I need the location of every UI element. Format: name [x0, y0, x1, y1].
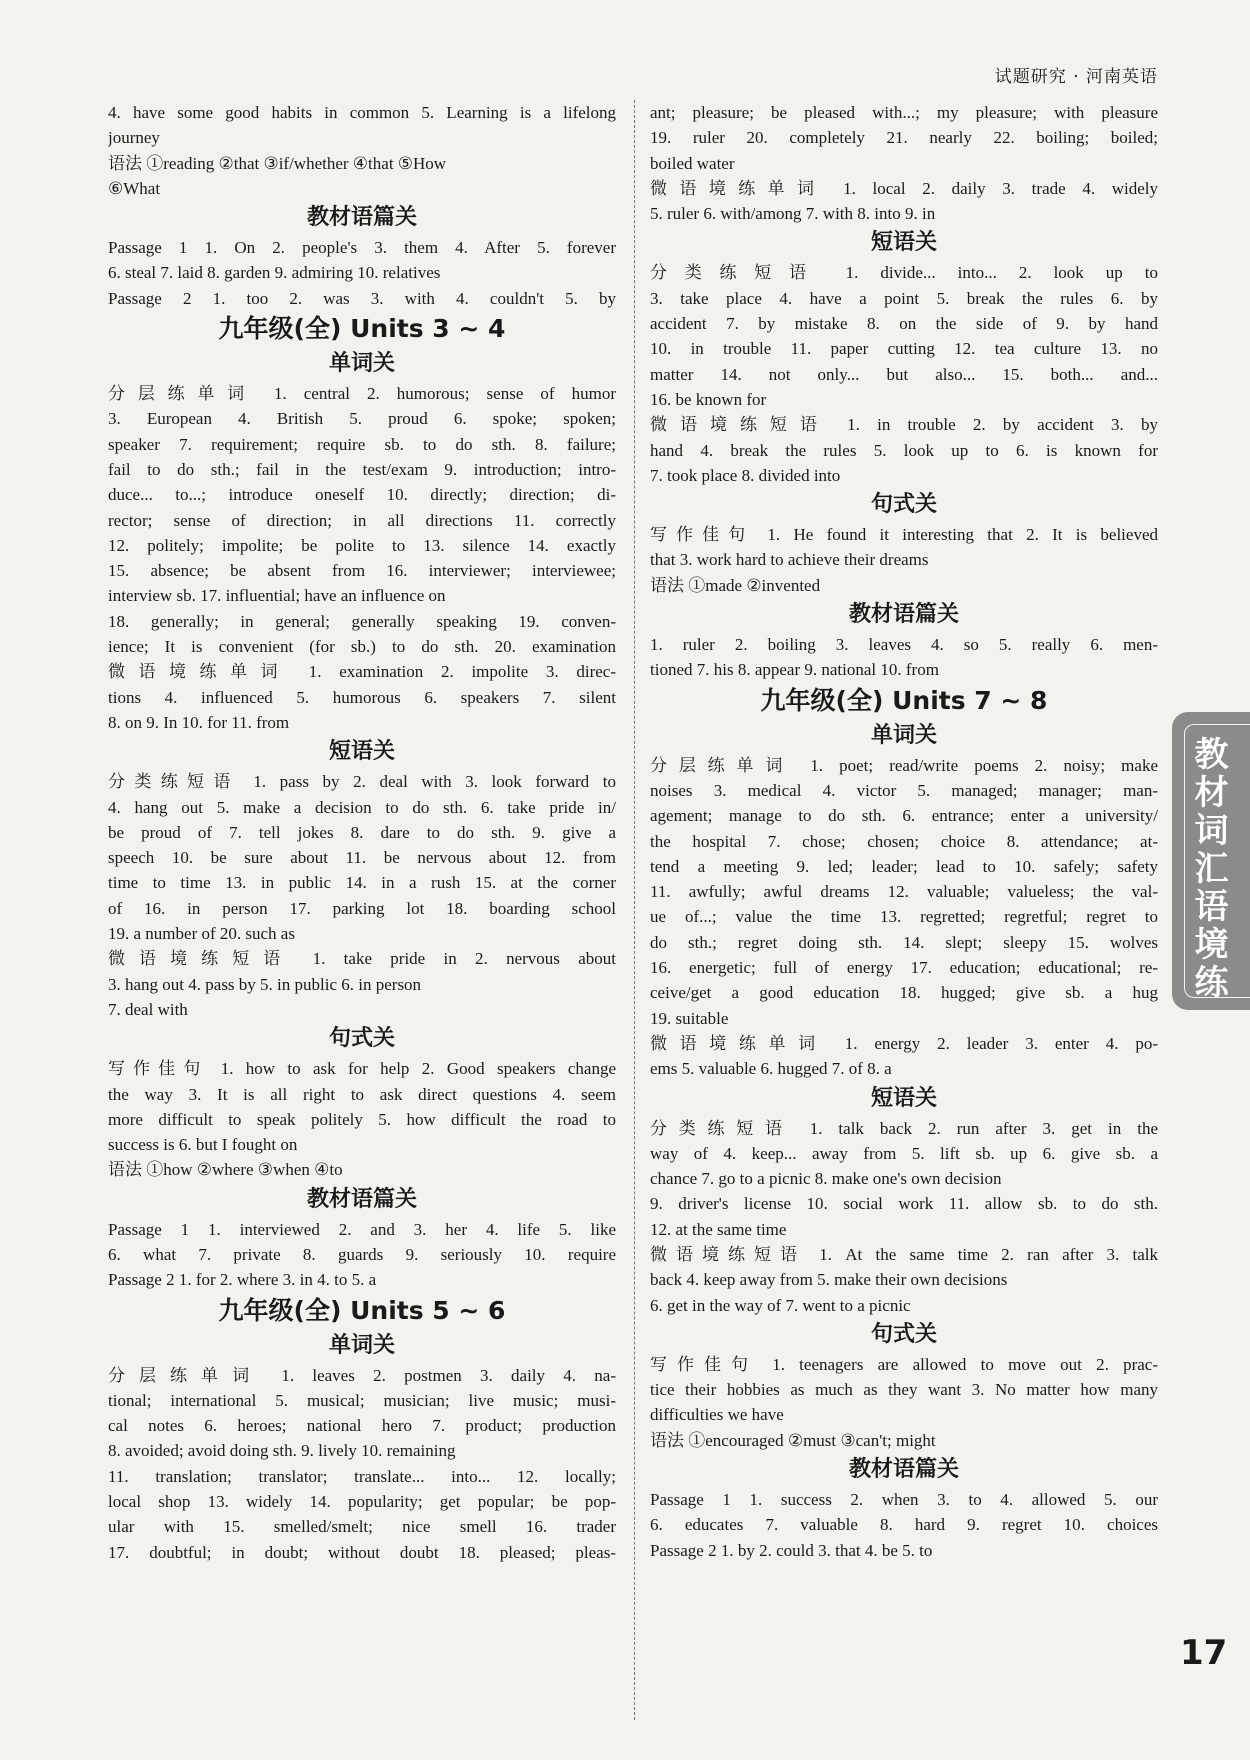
section-heading: 教材语篇关 [848, 602, 959, 628]
section-heading: 句式关 [870, 1321, 937, 1347]
right-column [650, 100, 1158, 1563]
answer-line: tend a meeting 9. led; leader; lead to 10. safely; safety [650, 856, 1158, 876]
answer-line: 微语境练单词 1. examination 2. impolite 3. direc- [108, 662, 616, 682]
answer-line: 分类练短语 1. pass by 2. deal with 3. look forward to [108, 772, 616, 792]
section-heading: 单词关 [328, 1332, 395, 1358]
answer-line: 语法 ①encouraged ②must ③can't; might [650, 1430, 936, 1450]
answer-line: the way 3. It is all right to ask direct questions 4. seem [108, 1084, 616, 1104]
answer-line: Passage 1 1. On 2. people's 3. them 4. After 5. forever [108, 238, 616, 258]
section-heading: 教材语篇关 [848, 1457, 959, 1483]
section-heading: 短语关 [328, 739, 395, 765]
answer-line: success is 6. but I fought on [108, 1135, 298, 1155]
answer-line: 6. get in the way of 7. went to a picnic [650, 1295, 911, 1315]
answer-line: tioned 7. his 8. appear 9. national 10. from [650, 660, 939, 680]
answer-line: 6. what 7. private 8. guards 9. seriously 10. require [108, 1244, 616, 1264]
answer-line: noises 3. medical 4. victor 5. managed; manager; man- [650, 780, 1158, 800]
page-number: 17 [1180, 1633, 1228, 1673]
side-tab-label: 教材词汇语境练 [1188, 736, 1228, 1002]
answer-line: that 3. work hard to achieve their dreams [650, 550, 929, 570]
answer-line: Passage 1 1. interviewed 2. and 3. her 4. life 5. like [108, 1219, 616, 1239]
section-side-tab [1172, 712, 1250, 1010]
section-heading: 单词关 [328, 351, 395, 377]
answer-line: more difficult to speak politely 5. how difficult the road to [108, 1109, 616, 1129]
answer-line: 语法 ①how ②where ③when ④to [108, 1160, 343, 1180]
answer-line: 4. have some good habits in common 5. Learning is a lifelong [108, 103, 616, 122]
answer-line: fail to do sth.; fail in the test/exam 9. introduction; intro- [108, 459, 616, 479]
answer-line: agement; manage to do sth. 6. entrance; enter a university/ [650, 806, 1158, 826]
answer-line: ant; pleasure; be pleased with...; my pleasure; with pleasure [650, 103, 1158, 122]
answer-line: 17. doubtful; in doubt; without doubt 18. pleased; pleas- [108, 1542, 616, 1562]
answer-line: chance 7. go to a picnic 8. make one's own decision [650, 1169, 1002, 1189]
answer-line: 18. generally; in general; generally speaking 19. conven- [108, 611, 616, 631]
running-header: 试题研究 · 河南英语 [994, 67, 1158, 87]
answer-line: rector; sense of direction; in all directions 11. correctly [108, 510, 616, 530]
answer-line: the hospital 7. chose; chosen; choice 8. attendance; at- [650, 831, 1158, 851]
answer-line: Passage 1 1. success 2. when 3. to 4. allowed 5. our [650, 1490, 1158, 1510]
answer-line: 12. politely; impolite; be polite to 13. silence 14. exactly [108, 535, 616, 555]
answer-line: 写作佳句 1. how to ask for help 2. Good speakers change [108, 1059, 616, 1079]
answer-line: speech 10. be sure about 11. be nervous about 12. from [108, 848, 616, 868]
answer-line: 8. avoided; avoid doing sth. 9. lively 10. remaining [108, 1441, 456, 1461]
answer-line: 微语境练单词 1. energy 2. leader 3. enter 4. po- [650, 1033, 1158, 1053]
answer-line: 1. ruler 2. boiling 3. leaves 4. so 5. really 6. men- [650, 635, 1158, 655]
section-heading: 短语关 [870, 1085, 937, 1111]
answer-line: 6. educates 7. valuable 8. hard 9. regret 10. choices [650, 1515, 1158, 1535]
answer-line: 16. be known for [650, 389, 767, 409]
answer-line: way of 4. keep... away from 5. lift sb. up 6. give sb. a [650, 1143, 1158, 1163]
answer-line: tional; international 5. musical; musician; live music; musi- [108, 1390, 616, 1410]
answer-line: 写作佳句 1. He found it interesting that 2. It is believed [650, 525, 1158, 545]
answer-line: 6. steal 7. laid 8. garden 9. admiring 10. relatives [108, 263, 441, 283]
answer-line: accident 7. by mistake 8. on the side of 9. by hand [650, 314, 1158, 334]
answer-line: 19. ruler 20. completely 21. nearly 22. boiling; boiled; [650, 128, 1158, 148]
answer-line: 分类练短语 1. divide... into... 2. look up to [650, 263, 1158, 283]
answer-line: time to time 13. in public 14. in a rush 15. at the corner [108, 873, 616, 893]
answer-line: 分层练单词 1. poet; read/write poems 2. noisy; make [650, 755, 1158, 775]
answer-line: 11. awfully; awful dreams 12. valuable; valueless; the val- [650, 882, 1158, 902]
answer-line: ue of...; value the time 13. regretted; regretful; regret to [650, 907, 1158, 927]
answer-line: 微语境练短语 1. At the same time 2. ran after 3. talk [650, 1244, 1158, 1264]
section-heading: 短语关 [870, 230, 937, 256]
answer-line: 4. hang out 5. make a decision to do sth. 6. take pride in/ [108, 797, 616, 817]
grade-unit-heading: 九年级(全) Units 5 ~ 6 [218, 1295, 506, 1325]
answer-line: 19. a number of 20. such as [108, 924, 295, 944]
answer-line: be proud of 7. tell jokes 8. dare to do sth. 9. give a [108, 822, 616, 842]
answer-line: duce... to...; introduce oneself 10. directly; direction; di- [108, 485, 616, 505]
answer-line: 分层练单词 1. central 2. humorous; sense of humor [108, 384, 616, 404]
answer-line: journey [108, 128, 160, 148]
answer-line: do sth.; regret doing sth. 14. slept; sleepy 15. wolves [650, 932, 1158, 952]
answer-line: 7. took place 8. divided into [650, 465, 841, 485]
answer-line: 9. driver's license 10. social work 11. allow sb. to do sth. [650, 1194, 1158, 1214]
answer-line: 微语境练单词 1. local 2. daily 3. trade 4. widely [650, 178, 1158, 198]
answer-line: 3. European 4. British 5. proud 6. spoke; spoken; [108, 409, 616, 429]
answer-line: 15. absence; be absent from 16. interviewer; interviewee; [108, 561, 616, 581]
answer-line: tice their hobbies as much as they want 3. No matter how many [650, 1380, 1158, 1400]
answer-line: speaker 7. requirement; require sb. to do sth. 8. failure; [108, 434, 616, 454]
section-heading: 句式关 [870, 492, 937, 518]
answer-line: 写作佳句 1. teenagers are allowed to move out 2. prac- [650, 1354, 1158, 1374]
answer-line: ience; It is convenient (for sb.) to do sth. 20. examination [108, 637, 616, 657]
answer-line: back 4. keep away from 5. make their own decisions [650, 1270, 1008, 1290]
answer-line: 5. ruler 6. with/among 7. with 8. into 9. in [650, 204, 936, 224]
answer-line: 11. translation; translator; translate... into... 12. locally; [108, 1466, 616, 1486]
answer-line: 微语境练短语 1. in trouble 2. by accident 3. by [650, 415, 1158, 435]
answer-line: local shop 13. widely 14. popularity; get popular; be pop- [108, 1492, 616, 1512]
answer-line: 语法 ①reading ②that ③if/whether ④that ⑤How [108, 153, 447, 173]
answer-line: boiled water [650, 153, 735, 173]
answer-line: 语法 ①made ②invented [650, 575, 821, 595]
answer-line: 分类练短语 1. talk back 2. run after 3. get in the [650, 1118, 1158, 1138]
answer-line: of 16. in person 17. parking lot 18. boarding school [108, 898, 616, 918]
section-heading: 教材语篇关 [306, 205, 417, 231]
answer-line: 8. on 9. In 10. for 11. from [108, 712, 290, 732]
answer-line: 微语境练短语 1. take pride in 2. nervous about [108, 949, 616, 969]
answer-line: matter 14. not only... but also... 15. both... and... [650, 364, 1158, 384]
answer-line: 10. in trouble 11. paper cutting 12. tea culture 13. no [650, 339, 1158, 359]
section-heading: 单词关 [870, 722, 937, 748]
answer-line: cal notes 6. heroes; national hero 7. product; production [108, 1416, 616, 1436]
answer-line: ular with 15. smelled/smelt; nice smell 16. trader [108, 1517, 616, 1537]
left-column [108, 100, 616, 1565]
answer-line: difficulties we have [650, 1405, 784, 1425]
column-divider [634, 100, 635, 1720]
answer-line: Passage 2 1. by 2. could 3. that 4. be 5. to [650, 1540, 933, 1560]
answer-line: ceive/get a good education 18. hugged; give sb. a hug [650, 983, 1158, 1003]
answer-line: Passage 2 1. too 2. was 3. with 4. couldn't 5. by [108, 288, 616, 308]
grade-unit-heading: 九年级(全) Units 3 ~ 4 [218, 314, 506, 344]
answer-line: 3. hang out 4. pass by 5. in public 6. in person [108, 974, 422, 994]
answer-line: 19. suitable [650, 1008, 729, 1028]
answer-line: ems 5. valuable 6. hugged 7. of 8. a [650, 1059, 892, 1079]
grade-unit-heading: 九年级(全) Units 7 ~ 8 [760, 685, 1048, 715]
answer-line: 12. at the same time [650, 1219, 787, 1239]
answer-line: hand 4. break the rules 5. look up to 6. is known for [650, 440, 1158, 460]
section-heading: 教材语篇关 [306, 1186, 417, 1212]
answer-line: 分层练单词 1. leaves 2. postmen 3. daily 4. na- [108, 1365, 616, 1385]
section-heading: 句式关 [328, 1026, 395, 1052]
answer-line: Passage 2 1. for 2. where 3. in 4. to 5. a [108, 1270, 377, 1290]
answer-line: tions 4. influenced 5. humorous 6. speakers 7. silent [108, 687, 616, 707]
answer-line: 16. energetic; full of energy 17. education; educational; re- [650, 958, 1158, 978]
answer-line: 3. take place 4. have a point 5. break the rules 6. by [650, 288, 1158, 308]
answer-line: interview sb. 17. influential; have an influence on [108, 586, 446, 606]
answer-line: ⑥What [108, 178, 161, 198]
answer-line: 7. deal with [108, 999, 188, 1019]
